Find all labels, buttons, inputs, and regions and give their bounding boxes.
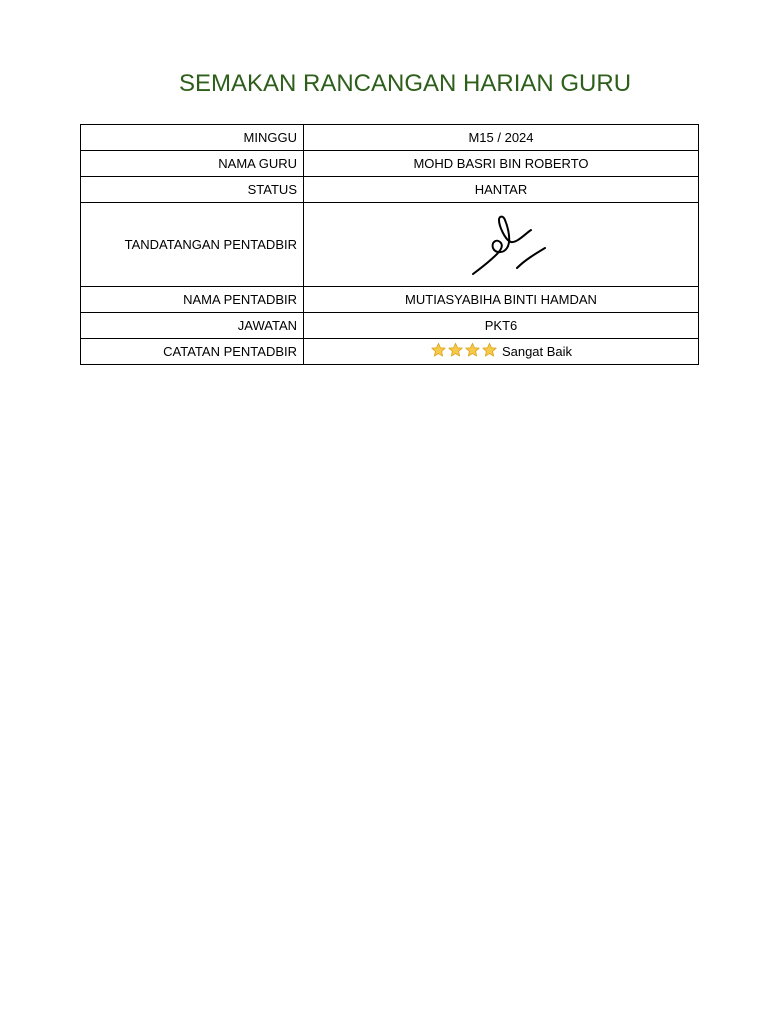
value-jawatan: PKT6 <box>304 313 699 339</box>
rating-text: Sangat Baik <box>501 344 573 359</box>
value-nama-guru: MOHD BASRI BIN ROBERTO <box>304 151 699 177</box>
value-catatan <box>304 339 699 365</box>
label-jawatan: JAWATAN <box>81 313 304 339</box>
value-status: HANTAR <box>304 177 699 203</box>
table-row <box>81 125 699 151</box>
label-minggu: MINGGU <box>81 125 304 151</box>
table-row <box>81 151 699 177</box>
table-row <box>81 203 699 287</box>
star-icon <box>464 342 481 358</box>
star-icon <box>430 342 447 358</box>
label-nama-guru: NAMA GURU <box>81 151 304 177</box>
review-table <box>80 124 699 365</box>
label-tandatangan: TANDATANGAN PENTADBIR <box>81 203 304 287</box>
star-rating <box>430 342 498 361</box>
label-status: STATUS <box>81 177 304 203</box>
label-catatan: CATATAN PENTADBIR <box>81 339 304 365</box>
value-minggu: M15 / 2024 <box>304 125 699 151</box>
table-row <box>81 313 699 339</box>
page-title: SEMAKAN RANCANGAN HARIAN GURU <box>178 70 632 97</box>
signature-cell <box>304 203 699 287</box>
star-icon <box>481 342 498 358</box>
table-row <box>81 177 699 203</box>
table-row <box>81 287 699 313</box>
signature-icon <box>451 210 551 280</box>
star-icon <box>447 342 464 358</box>
label-nama-pentadbir: NAMA PENTADBIR <box>81 287 304 313</box>
value-nama-pentadbir: MUTIASYABIHA BINTI HAMDAN <box>304 287 699 313</box>
table-row <box>81 339 699 365</box>
